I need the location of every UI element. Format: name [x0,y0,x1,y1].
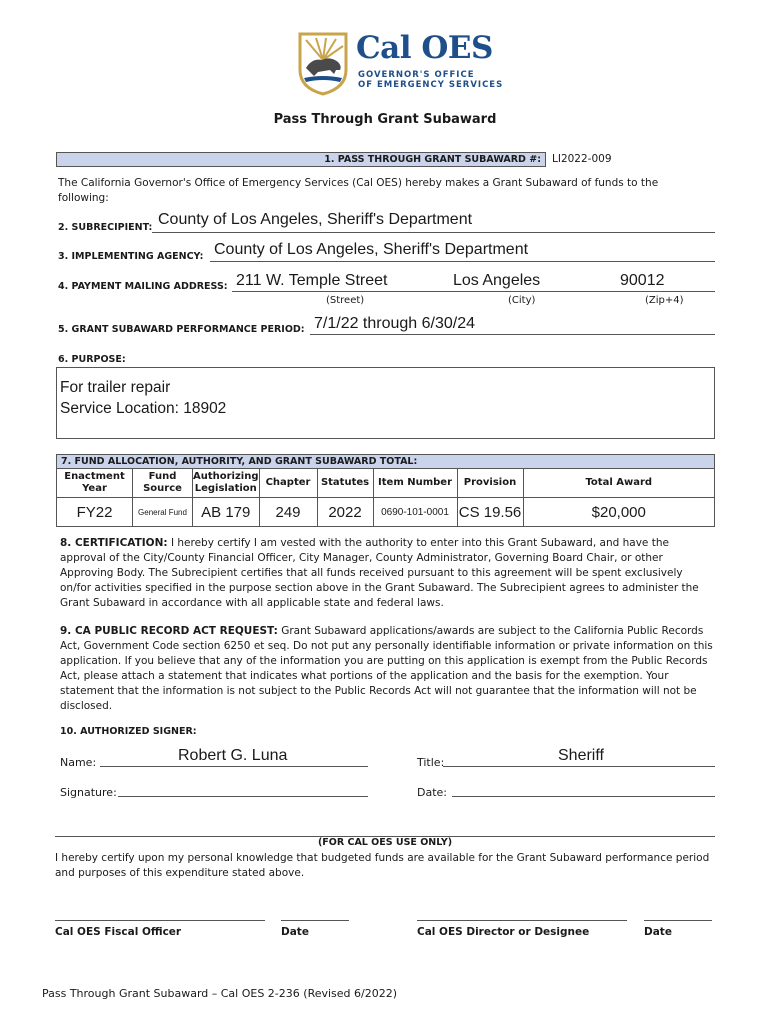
public-record-paragraph [60,624,715,714]
col-statutes: Statutes [317,469,373,498]
city-field[interactable]: Los Angeles [453,272,541,289]
logo-line1: GOVERNOR'S OFFICE [358,70,475,80]
certification-paragraph [60,536,715,611]
cell-item-number[interactable]: 0690-101-0001 [373,498,457,527]
fiscal-officer-signature-line[interactable] [55,920,265,921]
public-record-text: Grant Subaward applications/awards are subject to the California Public Records Act, Government Code section 6250 et seq. Do not put any personally identifiable information or private information on this application. If you believe that any of the information you are putting on this application is exempt from the Public Records Act, please attach a statement that indicates what portions of the application and the basis for the exemption. Your statement that the information is not subject to the Public Records Act will not guarantee that the information will not be disclosed. [60,625,713,712]
purpose-label: 6. PURPOSE: [58,354,126,365]
payment-address-line [232,291,715,292]
performance-period-line [310,334,715,335]
table-row [57,498,715,527]
title-line [443,766,715,767]
signature-field[interactable] [118,796,368,797]
certification-label: 8. CERTIFICATION: [60,537,168,549]
subrecipient-label: 2. SUBRECIPIENT: [58,222,153,233]
cell-total-award[interactable]: $20,000 [523,498,714,527]
cal-oes-use-text: I hereby certify upon my personal knowledge that budgeted funds are available for the Grant Subaward performance period and purposes of this expenditure stated above. [55,852,710,879]
col-enactment-year: Enactment Year [57,469,133,498]
col-authorizing-legislation: Authorizing Legislation [193,469,260,498]
zip-field[interactable]: 90012 [620,272,665,289]
city-caption: (City) [508,295,536,306]
director-label: Cal OES Director or Designee [417,926,590,938]
director-date-line[interactable] [644,920,712,921]
fund-allocation-table [56,454,715,527]
date-field[interactable] [452,796,715,797]
name-field[interactable]: Robert G. Luna [178,747,288,764]
cell-provision[interactable]: CS 19.56 [457,498,523,527]
authorized-signer-label: 10. AUTHORIZED SIGNER: [60,726,197,737]
col-fund-source: Fund Source [133,469,193,498]
subrecipient-line [152,232,715,233]
public-record-label: 9. CA PUBLIC RECORD ACT REQUEST: [60,625,278,637]
title-label: Title: [417,756,445,769]
fund-allocation-label: 7. FUND ALLOCATION, AUTHORITY, AND GRANT SUBAWARD TOTAL: [57,455,715,469]
cell-enactment-year[interactable]: FY22 [57,498,133,527]
fiscal-date-label: Date [281,926,309,938]
cell-chapter[interactable]: 249 [259,498,317,527]
cell-statutes[interactable]: 2022 [317,498,373,527]
page-title: Pass Through Grant Subaward [273,112,497,127]
cell-authorizing-legislation[interactable]: AB 179 [193,498,260,527]
name-label: Name: [60,756,97,769]
col-item-number: Item Number [373,469,457,498]
performance-period-label: 5. GRANT SUBAWARD PERFORMANCE PERIOD: [58,324,305,335]
payment-address-label: 4. PAYMENT MAILING ADDRESS: [58,281,228,292]
director-date-label: Date [644,926,672,938]
zip-caption: (Zip+4) [645,295,684,306]
implementing-agency-line [210,261,715,262]
purpose-field: For trailer repair Service Location: 18902 [60,379,227,417]
title-field[interactable]: Sheriff [558,747,604,764]
street-field[interactable]: 211 W. Temple Street [236,272,388,289]
form-footer: Pass Through Grant Subaward – Cal OES 2-236 (Revised 6/2022) [42,987,398,1000]
street-caption: (Street) [326,295,365,306]
subaward-number-value: LI2022-009 [552,153,612,165]
name-line [100,766,368,767]
subaward-number-label: 1. PASS THROUGH GRANT SUBAWARD #: [324,154,541,165]
intro-text: The California Governor's Office of Emergency Services (Cal OES) hereby makes a Grant Subaward of funds to the following: [58,177,659,204]
col-provision: Provision [457,469,523,498]
implementing-agency-field[interactable]: County of Los Angeles, Sheriff's Department [214,241,529,258]
director-signature-line[interactable] [417,920,627,921]
performance-period-field[interactable]: 7/1/22 through 6/30/24 [314,315,476,332]
logo-line2: OF EMERGENCY SERVICES [358,80,504,90]
cell-fund-source[interactable]: General Fund [133,498,193,527]
date-label: Date: [417,786,447,799]
logo-name: Cal OES [356,30,493,66]
col-chapter: Chapter [259,469,317,498]
fiscal-date-line[interactable] [281,920,349,921]
implementing-agency-label: 3. IMPLEMENTING AGENCY: [58,251,204,262]
signature-label: Signature: [60,786,117,799]
cal-oes-seal-icon [296,30,350,96]
col-total-award: Total Award [523,469,714,498]
certification-text: I hereby certify I am vested with the authority to enter into this Grant Subaward, and have the approval of the City/County Financial Officer, City Manager, County Administrator, Governing Board Chair, or other Approving Body. The Subrecipient certifies that all funds received pursuant to this agreement will be spent exclusively on/for activities specified in the purpose section above in the Grant Subaward. The Subrecipient agrees to administer the Grant Subaward in accordance with all applicable state and federal laws. [60,537,699,609]
fiscal-officer-label: Cal OES Fiscal Officer [55,926,182,938]
subrecipient-field[interactable]: County of Los Angeles, Sheriff's Department [158,211,473,228]
cal-oes-use-heading: (FOR CAL OES USE ONLY) [55,836,715,849]
